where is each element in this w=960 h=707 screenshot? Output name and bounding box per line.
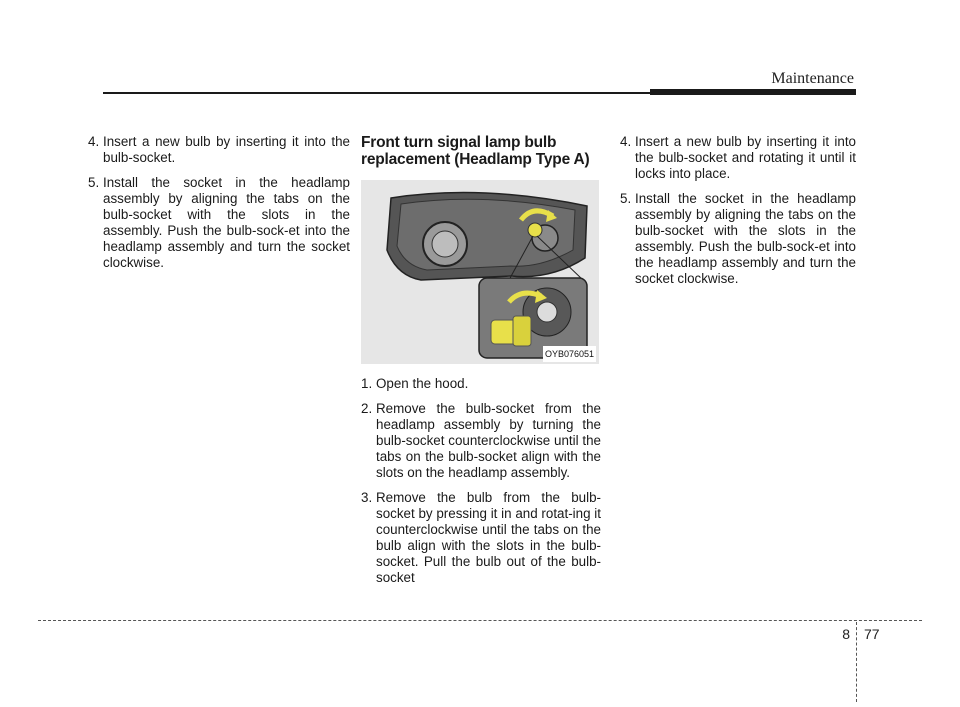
step-item (620, 191, 856, 287)
left-step-list (88, 134, 350, 271)
step-number: 1. (361, 376, 373, 391)
step-item (361, 490, 601, 586)
headlamp-illustration (361, 180, 599, 364)
step-text: Remove the bulb-socket from the headlamp assembly by turning the bulb-socket counterclockwise until the tabs on the bulb-socket align with the slots on the headlamp assembly. (376, 401, 601, 480)
right-column (620, 134, 856, 296)
step-item (620, 134, 856, 182)
page-number: 77 (864, 626, 880, 642)
chapter-number: 8 (842, 626, 850, 642)
step-number: 4. (620, 134, 632, 149)
section-heading: Front turn signal lamp bulb replacement (Headlamp Type A) (361, 134, 590, 168)
step-text: Install the socket in the headlamp assembly by aligning the tabs on the bulb-socket with the slots in the assembly. Push the bulb-sock-et into the headlamp assembly and turn the socket clockwise. (635, 191, 856, 286)
step-number: 4. (88, 134, 100, 149)
right-step-list (620, 134, 856, 287)
step-text: Insert a new bulb by inserting it into the bulb-socket. (103, 134, 350, 165)
step-text: Install the socket in the headlamp assembly by aligning the tabs on the bulb-socket with the slots in the assembly. Push the bulb-sock-et into the headlamp assembly and turn the socket clockwise. (103, 175, 350, 270)
footer-divider (38, 620, 922, 621)
left-column (88, 134, 350, 280)
step-item (88, 134, 350, 166)
step-text: Open the hood. (376, 376, 469, 391)
step-item (361, 376, 601, 392)
step-text: Remove the bulb from the bulb-socket by pressing it in and rotat-ing it counterclockwise until the tabs on the bulb align with the slots in the bulb-socket. Pull the bulb out of the bulb-socket (376, 490, 601, 585)
step-item (361, 401, 601, 481)
figure-code: OYB076051 (543, 346, 596, 362)
step-number: 5. (620, 191, 632, 206)
middle-column (361, 134, 601, 595)
header-bar (650, 89, 856, 95)
step-number: 3. (361, 490, 373, 505)
section-title: Maintenance (771, 70, 854, 87)
headlamp-drawing (361, 180, 599, 364)
footer-vertical-divider (856, 622, 857, 702)
step-item (88, 175, 350, 271)
step-text: Insert a new bulb by inserting it into the bulb-socket and rotating it until it locks into place. (635, 134, 856, 181)
step-number: 5. (88, 175, 100, 190)
step-number: 2. (361, 401, 373, 416)
middle-step-list (361, 376, 601, 586)
